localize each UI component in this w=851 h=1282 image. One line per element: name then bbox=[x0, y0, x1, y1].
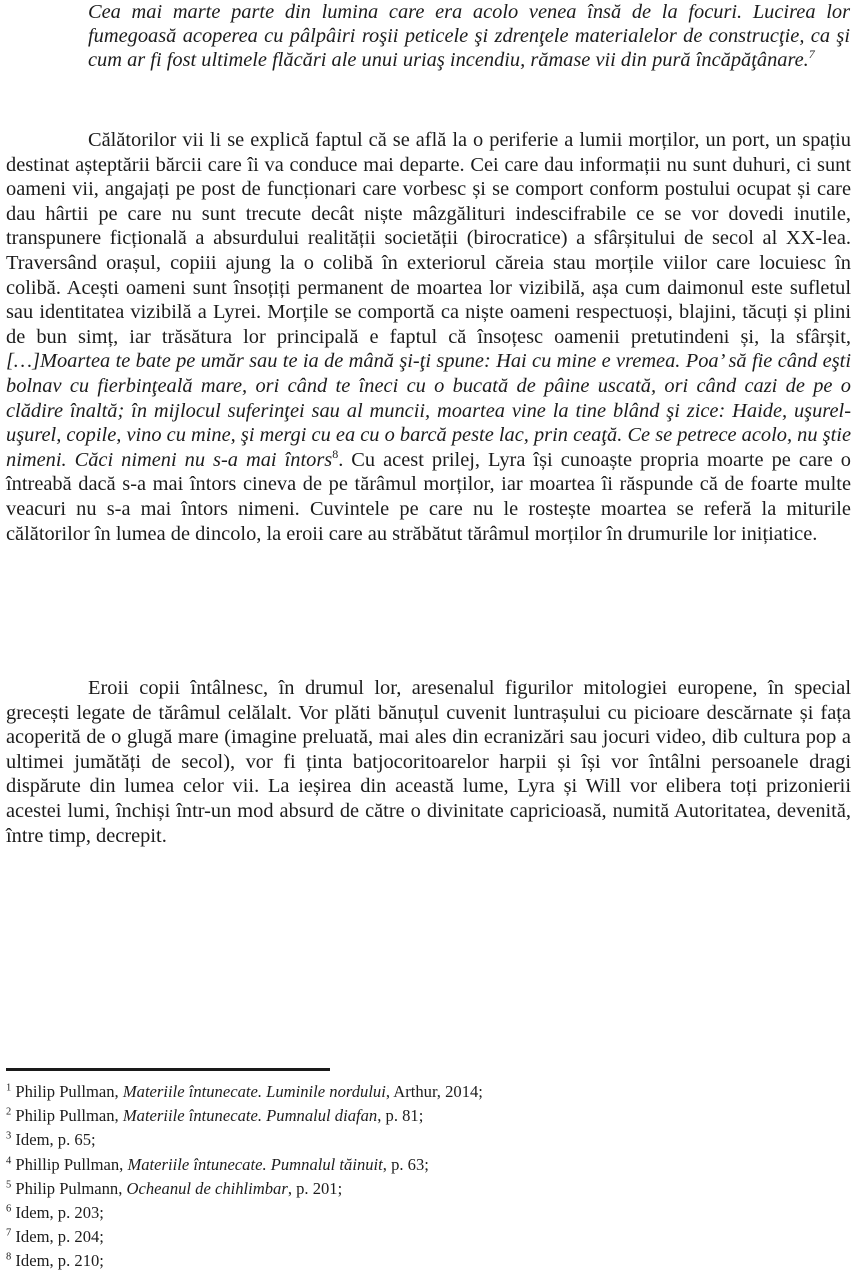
paragraph-1 bbox=[6, 128, 851, 546]
footnote-number: 8 bbox=[6, 1251, 12, 1263]
paragraph-2: Eroii copii întâlnesc, în drumul lor, aresenalul figurilor mitologiei europene, în special grecești legate de tărâmul celălalt. Vor plăti bănuțul cuvenit luntrașului cu picioare descărnate și fața acoperită de o glugă mare (imagine preluată, mai ales din ecranizări sau jocuri video, dib cultura pop a ultimei jumătăți de secol), vor fi ținta batjocoritoarelor harpii și își vor întâlni persoanele dragi dispărute din lumea celor vii. La ieșirea din această lume, Lyra și Will vor elibera toți prizonierii acestei lumi, închiși într-un mod absurd de către o divinitate capricioasă, numită Autoritatea, devenită, între timp, decrepit. bbox=[6, 677, 851, 847]
footnote-rest: , p. 81; bbox=[377, 1106, 424, 1126]
footnote-title: Materiile întunecate. Pumnalul tăinuit bbox=[127, 1154, 383, 1174]
inline-quote: […]Moartea te bate pe umăr sau te ia de mână şi-ţi spune: Hai cu mine e vremea. Poa’ să fie când eşti bolnav cu fierbinţeală mare, ori când te îneci cu o bucată de pâine uscată, ori când cazi de pe o clădire înaltă; în mijlocul suferinţei sau al muncii, moartea vine la tine blând şi zice: Haide, uşurel-uşurel, copile, vino cu mine, şi mergi cu ea cu o barcă peste lac, prin ceaţă. Ce se petrece acolo, nu ştie nimeni. Căci nimeni nu s-a mai întors bbox=[6, 350, 851, 471]
footnote-author: Philip Pulmann, bbox=[15, 1178, 127, 1198]
footnote-title: Materiile întunecate. Pumnalul diafan bbox=[122, 1106, 378, 1126]
footnote-author: Idem, p. 203; bbox=[15, 1203, 104, 1223]
footnote-author: Idem, p. 210; bbox=[15, 1251, 104, 1271]
footnote-number: 6 bbox=[6, 1203, 12, 1215]
footnote-rest: , Arthur, 2014; bbox=[385, 1082, 483, 1101]
footnote-3 bbox=[6, 1128, 851, 1152]
footnote-author: Idem, p. 204; bbox=[15, 1227, 104, 1247]
paragraph-1-part-2: . Cu acest prilej, Lyra își cunoaște propria moarte pe care o întreabă dacă s-a mai întors cineva de pe tărâmul morților, iar moartea îi răspunde că de foarte multe veacuri nu s-a mai întors nimeni. Cuvintele pe care nu le rostește moartea se referă la miturile călătorilor în lumea de dincolo, la eroii care au străbătut tărâmul morților în drumurile lor inițiatice. bbox=[6, 448, 851, 545]
footnote-8 bbox=[6, 1249, 851, 1273]
footnote-number: 5 bbox=[6, 1179, 12, 1191]
footnote-4 bbox=[6, 1153, 851, 1177]
footnotes-list bbox=[6, 1080, 851, 1274]
footnote-number: 2 bbox=[6, 1106, 12, 1118]
footnote-7 bbox=[6, 1225, 851, 1249]
footnote-5 bbox=[6, 1177, 851, 1201]
footnote-author: Philip Pullman, bbox=[15, 1082, 123, 1101]
footnote-6 bbox=[6, 1201, 851, 1225]
paragraph-1-part-1: Călătorilor vii li se explică faptul că se află la o periferie a lumii morților, un port, un spațiu destinat așteptării bărcii care îi va conduce mai departe. Cei care dau informații nu sunt duhuri, ci sunt oameni vii, angajați pe post de funcționari care vorbesc și se comport conform postului ocupat și care dau hârtii pe care nu sunt trecute decât niște mâzgălituri indescifrabile ce se vor dovedi inutile, transpunere ficțională a absurdului realității societății (birocratice) a sfârșitului de secol al XX-lea. Traversând orașul, copiii ajung la o colibă în exteriorul căreia stau morțile viilor care locuiesc în colibă. Acești oameni sunt însoțiți permanent de moartea lor vizibilă, așa cum daimonul este sufletul sau identitatea vizibilă a Lyrei. Morțile se comportă ca niște oameni respectuoși, blajini, tăcuți și plini de bun simț, iar trăsătura lor principală e faptul că însoțesc oamenii pretutindeni și, la sfârșit, bbox=[6, 129, 851, 348]
footnote-ref-8: 8 bbox=[332, 446, 339, 461]
footnote-author: Idem, p. 65; bbox=[15, 1130, 96, 1150]
footnote-1 bbox=[6, 1080, 851, 1104]
footnote-author: Phillip Pullman, bbox=[15, 1154, 128, 1174]
footnote-2 bbox=[6, 1104, 851, 1128]
footnote-title: Materiile întunecate. Luminile nordului bbox=[122, 1082, 386, 1101]
footnote-number: 4 bbox=[6, 1155, 12, 1167]
footnote-rest: , p. 63; bbox=[382, 1154, 429, 1174]
footnote-author: Philip Pullman, bbox=[15, 1106, 123, 1126]
block-quote bbox=[88, 0, 850, 72]
footnote-title: Ocheanul de chihlimbar bbox=[126, 1178, 288, 1198]
footnote-number: 7 bbox=[6, 1227, 12, 1239]
footnote-ref-7: 7 bbox=[808, 47, 815, 62]
footnote-number: 1 bbox=[6, 1082, 12, 1094]
block-quote-text: Cea mai marte parte din lumina care era acolo venea însă de la focuri. Lucirea lor fumegoasă acoperea cu pâlpâiri roşii peticele şi zdrenţele materialelor de construcţie, ca şi cum ar fi fost ultimele flăcări ale unui uriaş incendiu, rămase vii din pură încăpăţânare. bbox=[88, 1, 850, 71]
footnote-separator bbox=[6, 1068, 330, 1071]
footnote-number: 3 bbox=[6, 1130, 12, 1142]
footnote-rest: , p. 201; bbox=[287, 1178, 343, 1198]
